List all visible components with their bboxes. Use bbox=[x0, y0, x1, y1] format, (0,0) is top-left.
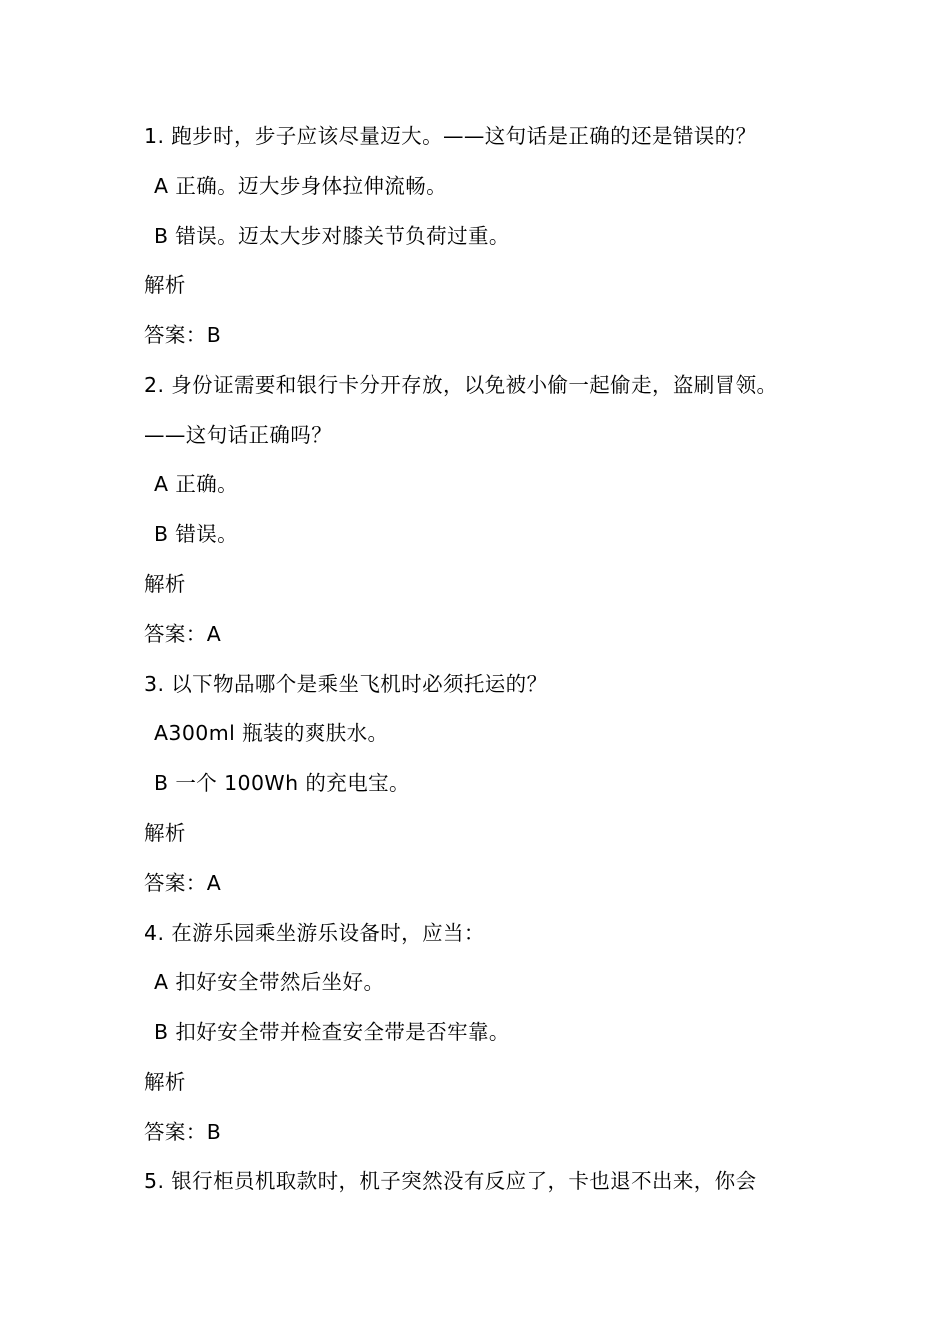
question-4-analysis-label: 解析 bbox=[144, 1070, 186, 1094]
question-4-answer: 答案：B bbox=[144, 1120, 222, 1144]
question-4-text: 4. 在游乐园乘坐游乐设备时，应当： bbox=[144, 921, 485, 945]
question-1-answer: 答案：B bbox=[144, 323, 222, 347]
question-3-option-a: A300ml 瓶装的爽肤水。 bbox=[154, 721, 389, 745]
question-4-option-b: B 扣好安全带并检查安全带是否牢靠。 bbox=[154, 1020, 510, 1044]
question-2-text-continued: ——这句话正确吗？ bbox=[144, 423, 333, 447]
question-1-option-b: B 错误。迈太大步对膝关节负荷过重。 bbox=[154, 224, 510, 248]
question-1-analysis-label: 解析 bbox=[144, 273, 186, 297]
question-3-analysis-label: 解析 bbox=[144, 821, 186, 845]
question-3-answer: 答案：A bbox=[144, 871, 222, 895]
question-2-text: 2. 身份证需要和银行卡分开存放，以免被小偷一起偷走，盗刷冒领。 bbox=[144, 373, 778, 397]
question-2-option-a: A 正确。 bbox=[154, 472, 239, 496]
question-3-text: 3. 以下物品哪个是乘坐飞机时必须托运的？ bbox=[144, 672, 548, 696]
question-3-option-b: B 一个 100Wh 的充电宝。 bbox=[154, 771, 410, 795]
question-1-option-a: A 正确。迈大步身体拉伸流畅。 bbox=[154, 174, 448, 198]
question-1-text: 1. 跑步时，步子应该尽量迈大。——这句话是正确的还是错误的？ bbox=[144, 124, 757, 148]
question-2-analysis-label: 解析 bbox=[144, 572, 186, 596]
question-2-answer: 答案：A bbox=[144, 622, 222, 646]
question-2-option-b: B 错误。 bbox=[154, 522, 239, 546]
question-4-option-a: A 扣好安全带然后坐好。 bbox=[154, 970, 385, 994]
question-5-text: 5. 银行柜员机取款时，机子突然没有反应了，卡也退不出来，你会 bbox=[144, 1169, 757, 1193]
